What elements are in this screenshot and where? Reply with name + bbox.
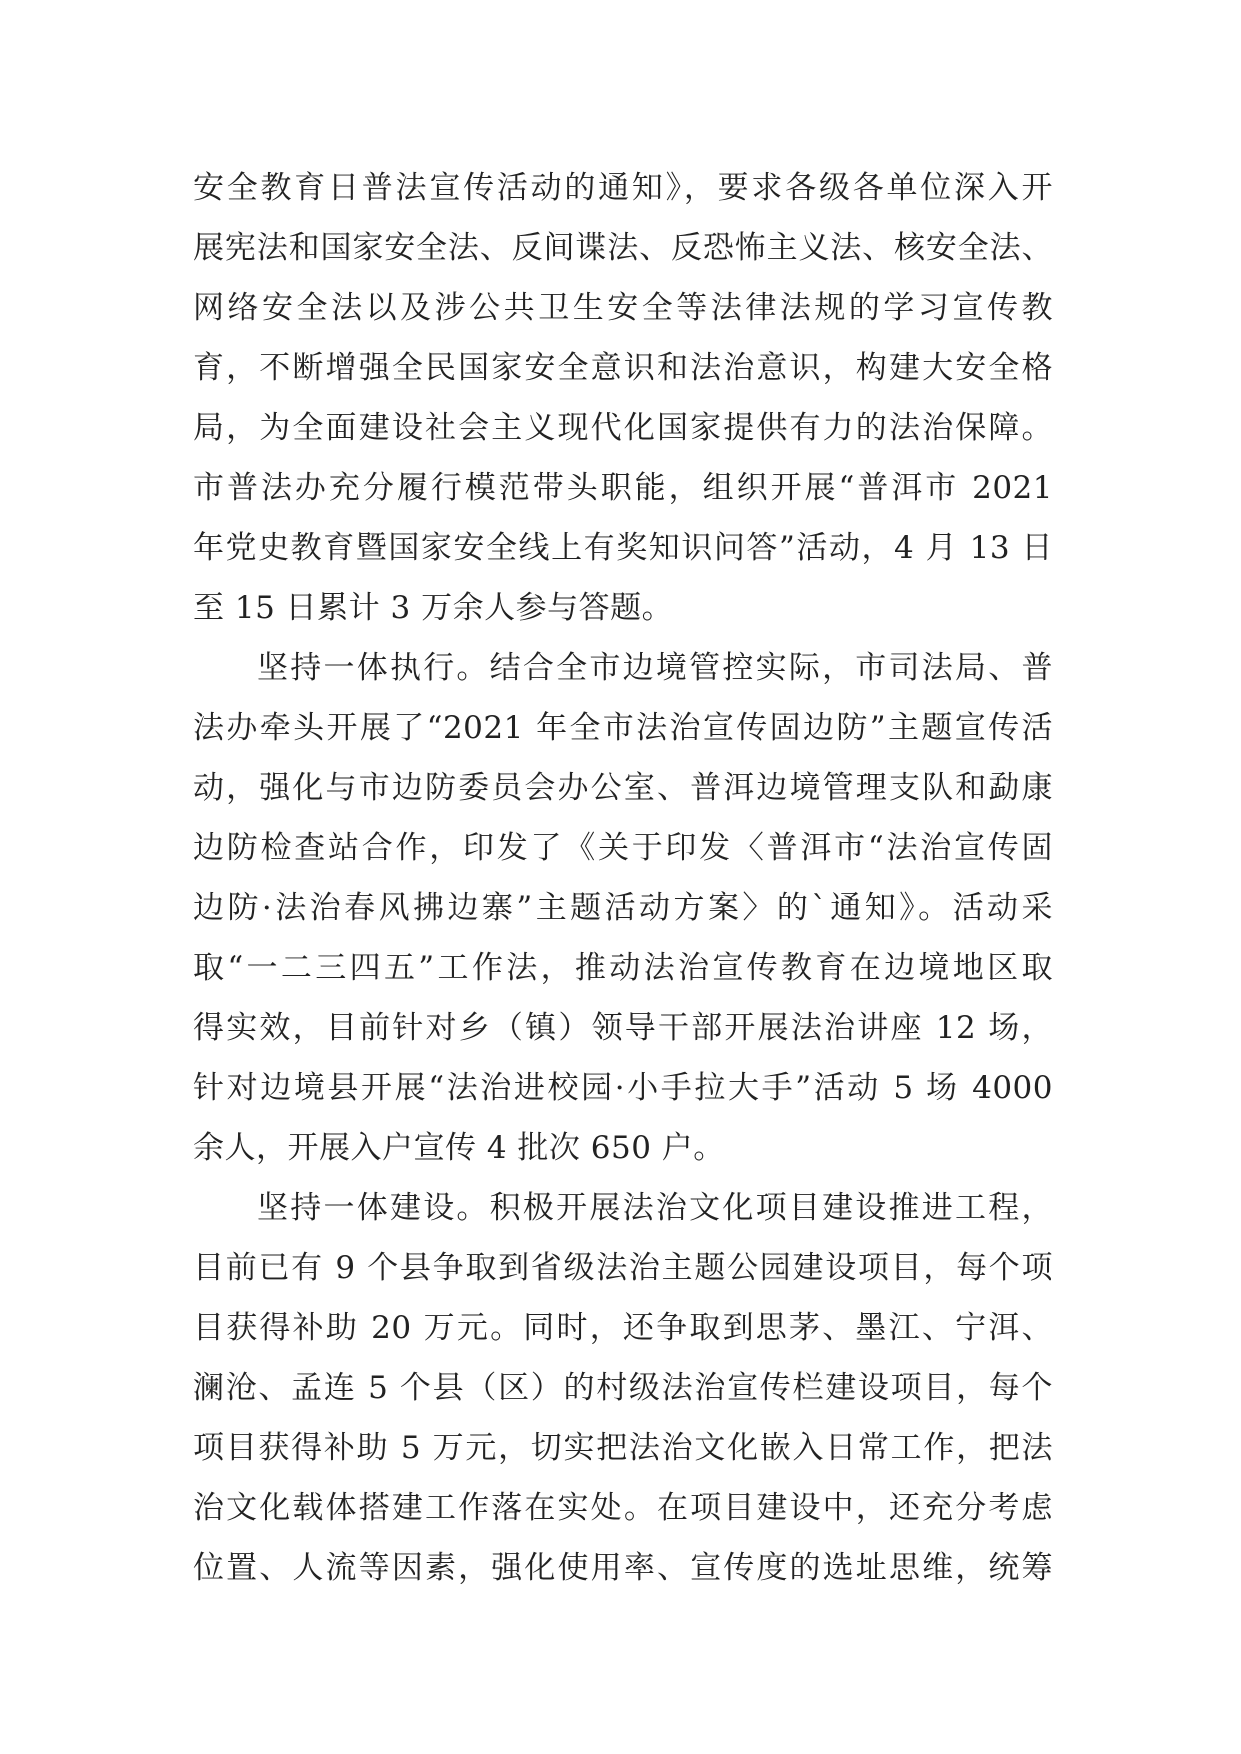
text-line: 法办牵头开展了“2021 年全市法治宣传固边防”主题宣传活 [193, 710, 1053, 746]
paragraph [193, 158, 1053, 638]
text-line: 项目获得补助 5 万元，切实把法治文化嵌入日常工作，把法 [193, 1430, 1053, 1466]
text-line: 位置、人流等因素，强化使用率、宣传度的选址思维，统筹 [193, 1550, 1053, 1586]
text-line: 坚持一体建设。积极开展法治文化项目建设推进工程， [257, 1190, 1053, 1226]
text-line: 市普法办充分履行模范带头职能，组织开展“普洱市 2021 [193, 470, 1053, 506]
text-line: 边防检查站合作，印发了《关于印发〈普洱市“法治宣传固 [193, 830, 1053, 866]
paragraph [193, 1178, 1053, 1598]
text-line: 育，不断增强全民国家安全意识和法治意识，构建大安全格 [193, 350, 1053, 386]
text-line: 治文化载体搭建工作落在实处。在项目建设中，还充分考虑 [193, 1490, 1053, 1526]
text-line: 得实效，目前针对乡（镇）领导干部开展法治讲座 12 场， [193, 1010, 1053, 1046]
text-line: 坚持一体执行。结合全市边境管控实际，市司法局、普 [257, 650, 1053, 686]
text-line: 取“一二三四五”工作法，推动法治宣传教育在边境地区取 [193, 950, 1053, 986]
text-line: 澜沧、孟连 5 个县（区）的村级法治宣传栏建设项目，每个 [193, 1370, 1053, 1406]
text-line: 针对边境县开展“法治进校园·小手拉大手”活动 5 场 4000 [193, 1070, 1053, 1106]
body-text [193, 158, 1053, 1598]
text-line: 展宪法和国家安全法、反间谍法、反恐怖主义法、核安全法、 [193, 230, 1053, 266]
text-line: 安全教育日普法宣传活动的通知》，要求各级各单位深入开 [193, 170, 1053, 206]
text-line: 边防·法治春风拂边寨”主题活动方案〉的`通知》。活动采 [193, 890, 1053, 926]
text-line: 目前已有 9 个县争取到省级法治主题公园建设项目，每个项 [193, 1250, 1053, 1286]
text-line: 目获得补助 20 万元。同时，还争取到思茅、墨江、宁洱、 [193, 1310, 1053, 1346]
text-line: 网络安全法以及涉公共卫生安全等法律法规的学习宣传教 [193, 290, 1053, 326]
text-line: 局，为全面建设社会主义现代化国家提供有力的法治保障。 [193, 410, 1053, 446]
text-line: 余人，开展入户宣传 4 批次 650 户。 [193, 1130, 725, 1166]
text-line: 至 15 日累计 3 万余人参与答题。 [193, 590, 674, 626]
text-line: 动，强化与市边防委员会办公室、普洱边境管理支队和勐康 [193, 770, 1053, 806]
text-line: 年党史教育暨国家安全线上有奖知识问答”活动，4 月 13 日 [193, 530, 1053, 566]
paragraph [193, 638, 1053, 1178]
